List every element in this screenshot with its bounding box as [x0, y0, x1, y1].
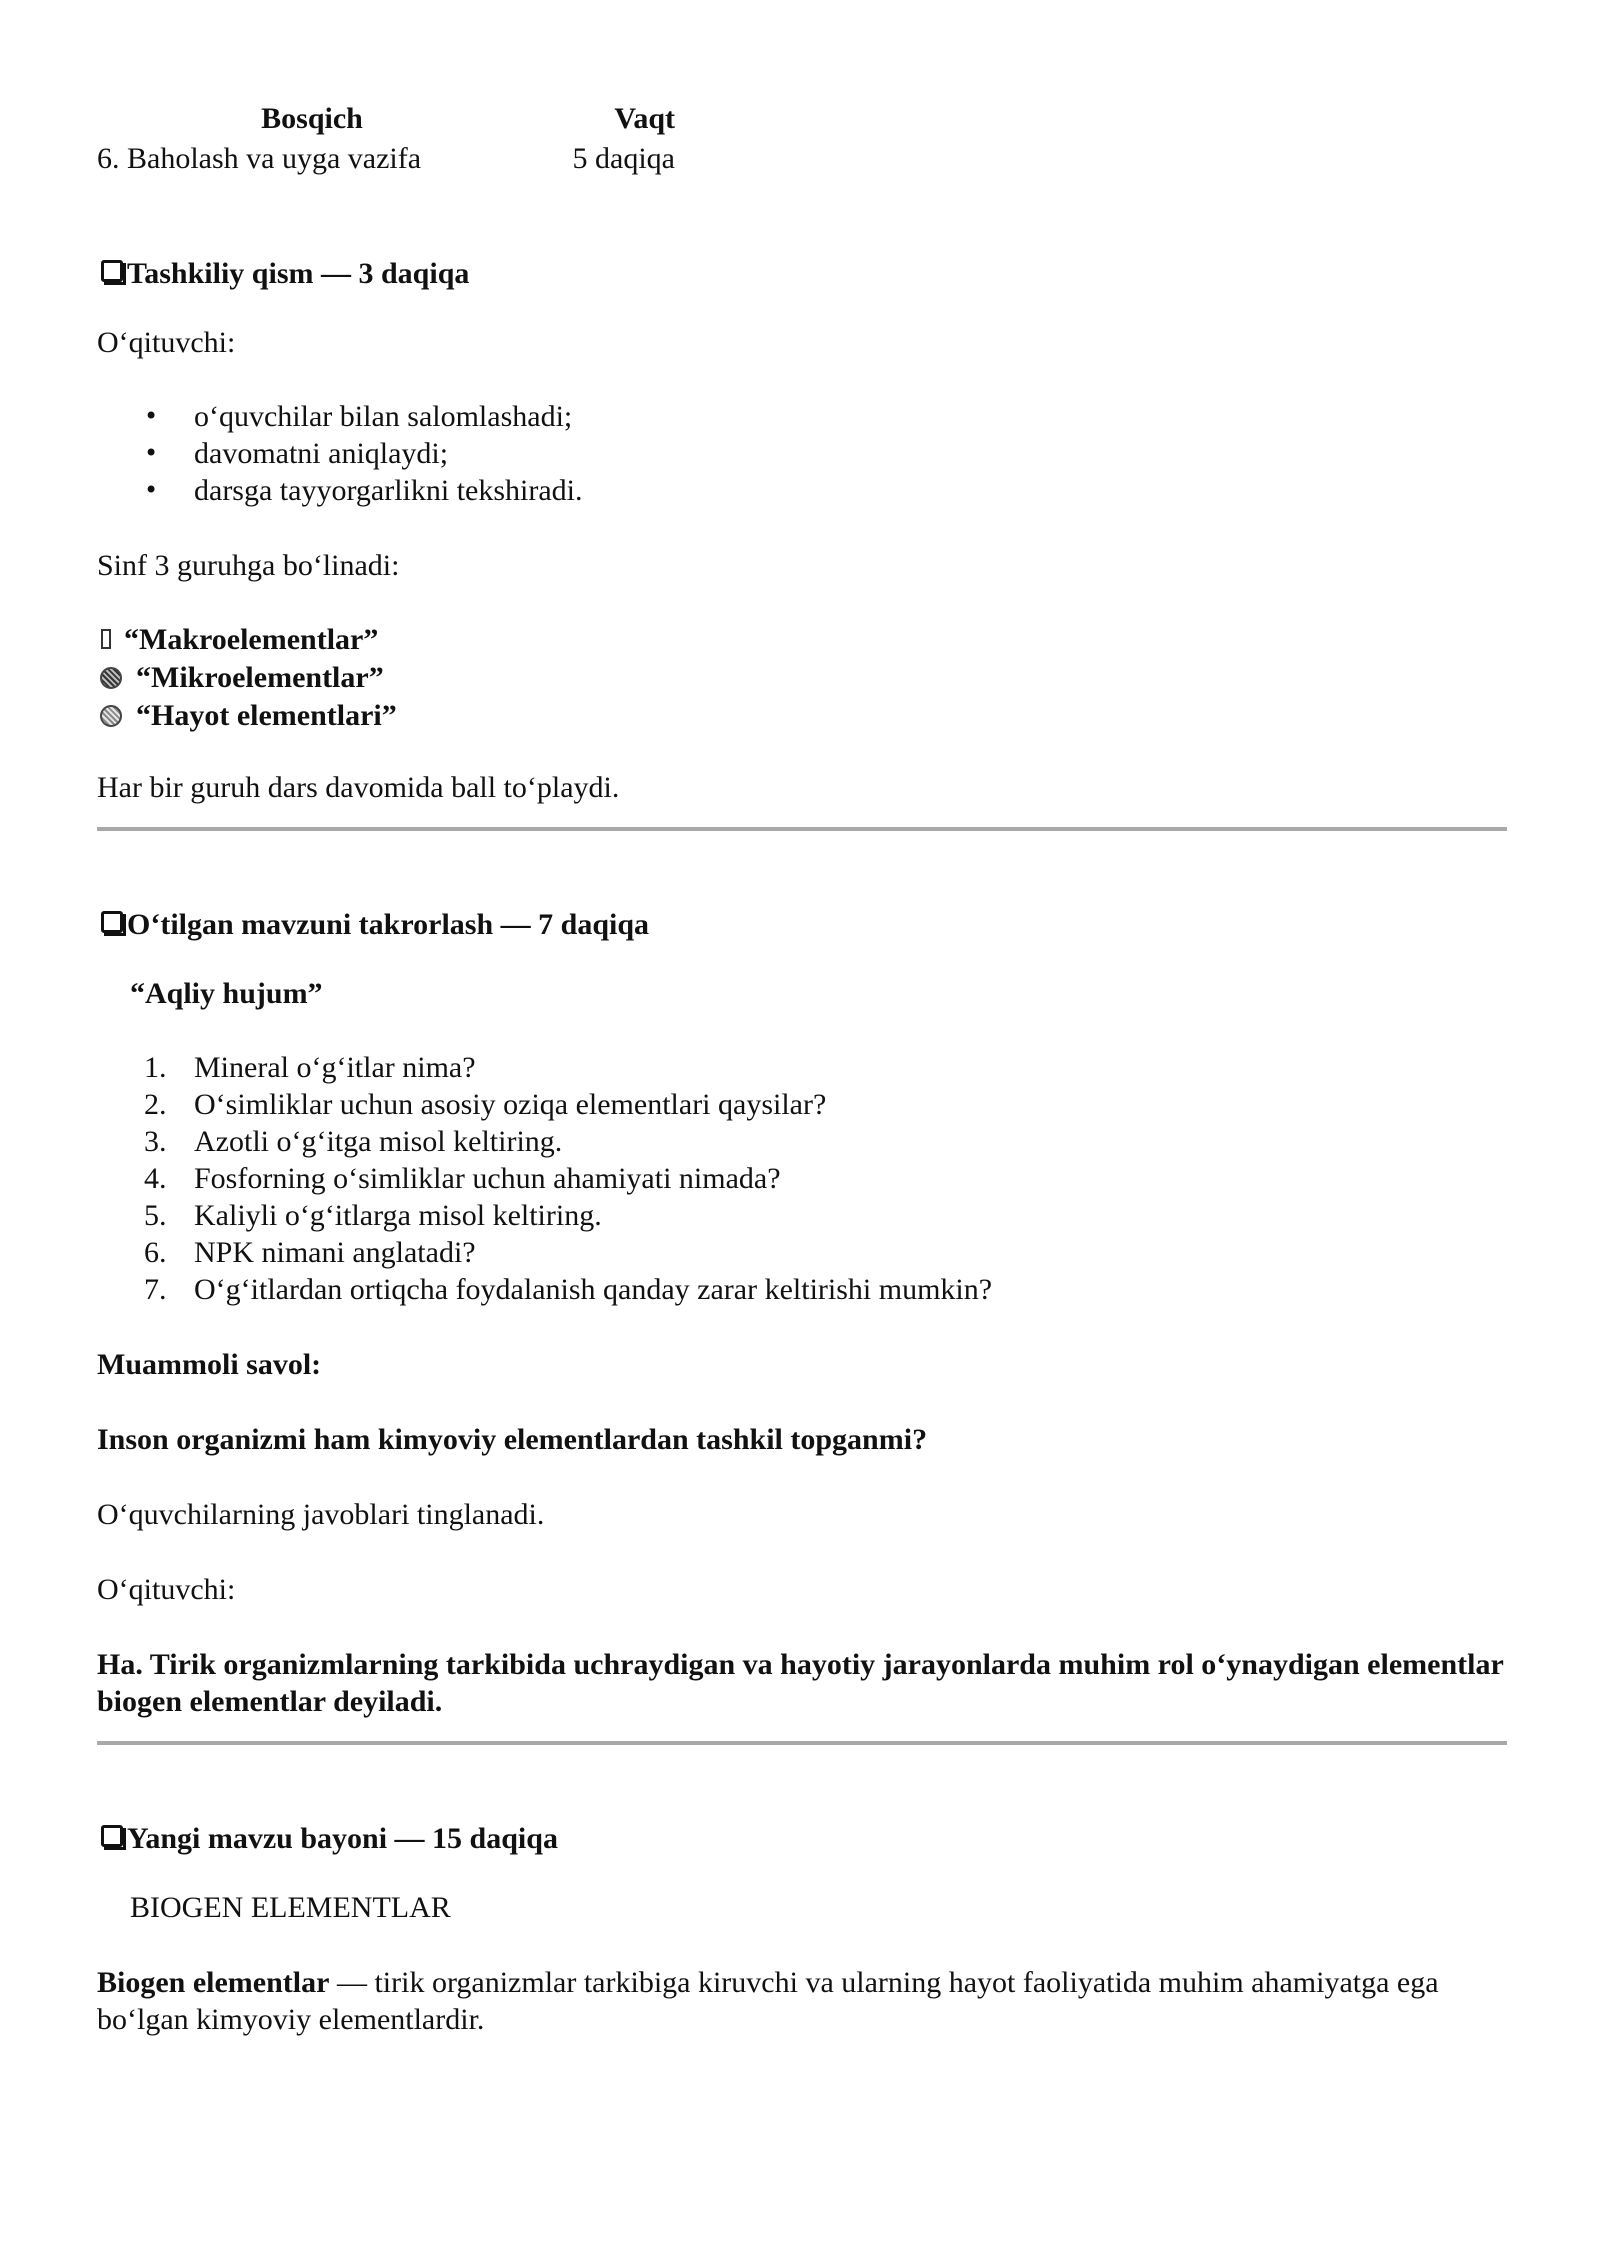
score-note: Har bir guruh dars davomida ball to‘playdi.: [97, 771, 620, 804]
problem-label: Muammoli savol:: [97, 1348, 322, 1381]
section-heading-text: Tashkiliy qism — 3 daqiqa: [127, 257, 470, 290]
section-heading-1: [97, 255, 1507, 292]
table-cell-time: 5 daqiqa: [572, 141, 675, 175]
definition-paragraph: [97, 1964, 1507, 2038]
list-item: • o‘quvchilar bilan salomlashadi;: [97, 398, 1507, 435]
review-questions-list: [97, 1049, 1507, 1308]
light-circle-icon: [100, 705, 122, 727]
teacher-actions-list: [97, 398, 1507, 509]
groups-intro: Sinf 3 guruhga bo‘linadi:: [97, 549, 400, 582]
section-heading-3: [97, 1820, 1507, 1857]
definition-text: — tirik organizmlar tarkibiga kiruvchi va ularning hayot faoliyatida muhim ahamiyatga ega bo‘lgan kimyoviy elementlardir.: [97, 1966, 1439, 2036]
list-item: 2. O‘simliklar uchun asosiy oziqa elementlari qaysilar?: [144, 1088, 827, 1121]
list-item: 5. Kaliyli o‘g‘itlarga misol keltiring.: [144, 1199, 602, 1232]
group-item: [97, 621, 1507, 659]
keycap-1-icon: [101, 260, 123, 282]
divider: [97, 1741, 1507, 1745]
teacher-answer: Ha. Tirik organizmlarning tarkibida uchraydigan va hayotiy jarayonlarda muhim rol o‘ynaydigan elementlar biogen elementlar deyiladi.: [97, 1648, 1504, 1718]
group-label: “Hayot elementlari”: [136, 699, 397, 732]
teacher-label: O‘qituvchi:: [97, 326, 236, 359]
section-heading-text: O‘tilgan mavzuni takrorlash — 7 daqiqa: [127, 908, 650, 941]
list-item: 4. Fosforning o‘simliklar uchun ahamiyati nimada?: [144, 1162, 781, 1195]
group-label: “Makroelementlar”: [124, 623, 379, 656]
section-heading-text: Yangi mavzu bayoni — 15 daqiqa: [127, 1822, 558, 1855]
group-item: [97, 697, 1507, 735]
table-header-time: Vaqt: [614, 101, 675, 135]
group-item: [97, 659, 1507, 697]
document-page: [97, 98, 1507, 2038]
list-item: 7. O‘g‘itlardan ortiqcha foydalanish qanday zarar keltirishi mumkin?: [144, 1273, 993, 1306]
list-item: 6. NPK nimani anglatadi?: [144, 1236, 476, 1269]
list-item: • davomatni aniqlaydi;: [97, 435, 1507, 472]
group-label: “Mikroelementlar”: [136, 661, 384, 694]
list-item: 1. Mineral o‘g‘itlar nima?: [144, 1051, 476, 1084]
table-row: [97, 138, 675, 178]
table-cell-stage: 6. Baholash va uyga vazifa: [97, 141, 422, 175]
student-note: O‘quvchilarning javoblari tinglanadi.: [97, 1498, 545, 1531]
topic-title: BIOGEN ELEMENTLAR: [130, 1891, 451, 1924]
method-title: “Aqliy hujum”: [130, 977, 323, 1010]
stage-time-table: [97, 98, 675, 178]
list-item: 3. Azotli o‘g‘itga misol keltiring.: [144, 1125, 563, 1158]
section-heading-2: [97, 906, 1507, 943]
definition-term: Biogen elementlar: [97, 1966, 330, 1999]
problem-question: Inson organizmi ham kimyoviy elementlardan tashkil topganmi?: [97, 1423, 928, 1456]
divider: [97, 827, 1507, 831]
keycap-2-icon: [101, 911, 123, 933]
keycap-3-icon: [101, 1825, 123, 1847]
table-header-row: [97, 98, 675, 138]
dark-circle-icon: [100, 667, 122, 689]
white-square-icon: [101, 629, 111, 649]
groups-list: [97, 621, 1507, 735]
teacher-label: O‘qituvchi:: [97, 1573, 236, 1606]
list-item: • darsga tayyorgarlikni tekshiradi.: [97, 472, 1507, 509]
table-header-stage: Bosqich: [261, 101, 363, 135]
